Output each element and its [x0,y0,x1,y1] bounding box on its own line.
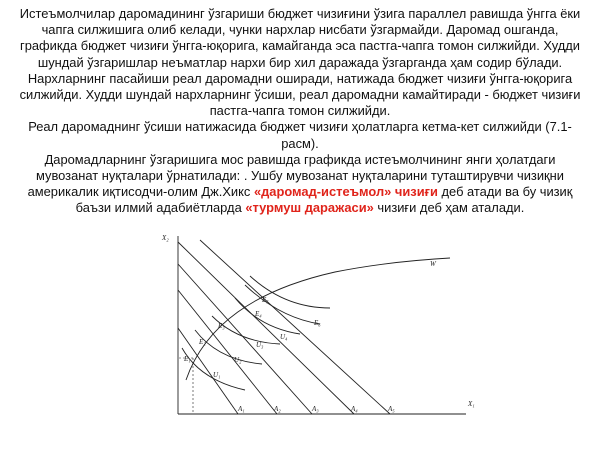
equilibrium-label-e5: E₅ [262,296,269,304]
text-block [12,6,588,217]
budget-label-a3: A₃ [312,405,319,413]
budget-line-a1 [178,328,238,414]
term-income-consumption-line: «даромад-истеъмол» чизиғи [253,184,438,200]
equilibrium-label-e1: E₁ [184,355,191,363]
paragraph-2: Реал даромаднинг ўсиши натижасида бюджет чизиғи ҳолатларга кетма-кет силжийди (7.1-расм). [28,119,572,151]
equilibrium-label-e4: E₄ [255,310,262,318]
equilibrium-label-e3: E₃ [218,322,225,330]
equilibrium-label-e2: E₂ [199,338,206,346]
income-consumption-figure [150,230,480,420]
indifference-label-u1: U₁ [213,371,221,379]
budget-label-a4: A₄ [351,405,358,413]
term-living-standard: «турмуш даражаси» [245,200,374,216]
budget-label-a1: A₁ [238,405,245,413]
indifference-label-u3: U₃ [256,341,264,349]
curve-label-w: W [430,260,436,268]
paragraph-3 [12,152,588,217]
indifference-label-u4: U₄ [280,333,288,341]
indifference-label-u2: U₂ [234,356,242,364]
paragraph-1: Истеъмолчилар даромадининг ўзгариши бюджет чизиғини ўзига параллел равишда ўнгга ёки чапга силжишига олиб келади, чунки нархлар нисбати ўзгармайди. Даромад ошганда, графикда бюджет чизиғи ўнгга-юқорига, камайганда эса пастга-чапга томон силжийди. Худди шундай ўзгаришлар неъматлар нархи бир хил даражада ўзгарганда ҳам содир бўлади. Нархларнинг пасайиши реал даромадни оширади, натижада бюджет чизиғи ўнгга-юқорига силжийди. Худди шундай нархларнинг ўсиши, реал даромадни камайтиради - бюджет чизиғи пастга-чапга томон силжийди. [19,6,581,119]
paragraph-3-part-b: деб атади ва бу чизиқ баъзи илмий адабиётларда [75,184,573,216]
budget-label-a2: A₂ [274,405,281,413]
paragraph-3-part-c: чизиғи деб ҳам аталади. [373,200,525,216]
budget-line-a4 [178,242,354,414]
paragraph-3-part-a: Даромадларнинг ўзгаришига мос равишда графикда истеъмолчининг янги ҳолатдаги мувозанат нуқталари ўрнатилади: . Ушбу мувозанат нуқталарини туташтирувчи чизиқни америкалик иқтисодчи-олим Дж.Хикс [27,151,564,200]
budget-line-a5 [200,240,390,414]
x-axis-label: X₁ [468,400,475,408]
indifference-curve-u1 [182,348,245,390]
equilibrium-label-e6: E₆ [314,319,321,327]
y-axis-label: X₂ [162,234,169,242]
budget-label-a5: A₅ [388,405,395,413]
